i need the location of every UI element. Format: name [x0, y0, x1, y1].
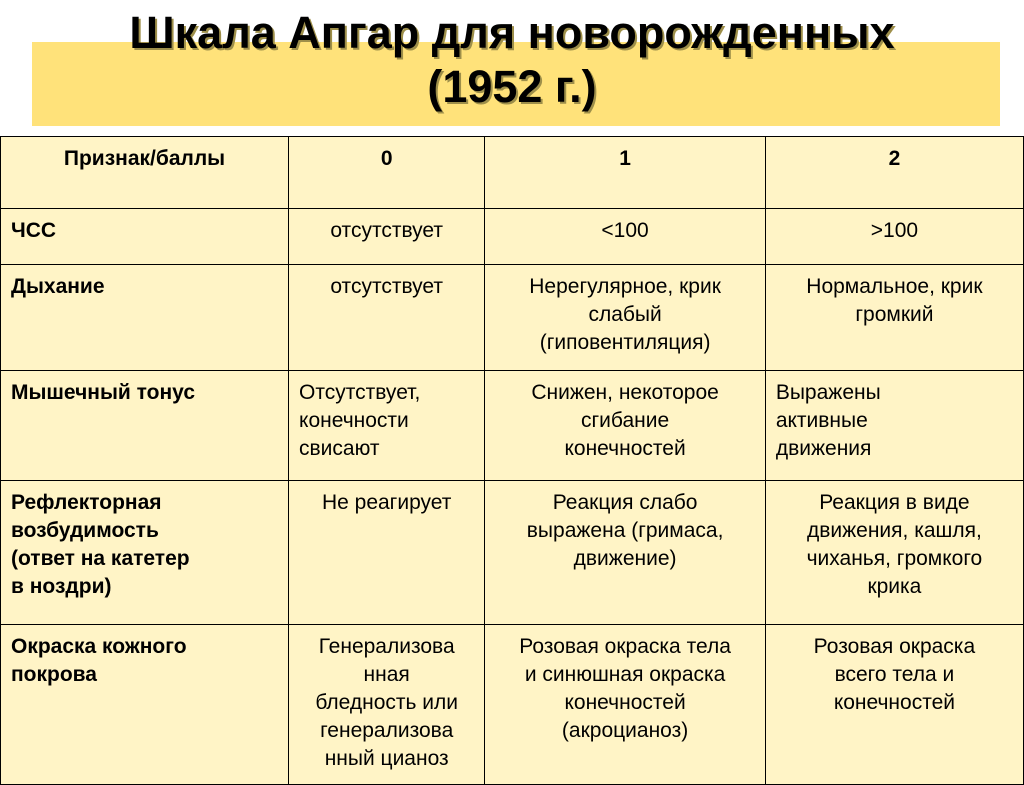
row-score-1: Нерегулярное, крик слабый (гиповентиляция): [485, 265, 765, 371]
row-score-2: Выражены активные движения: [765, 371, 1023, 481]
row-score-2: Реакция в виде движения, кашля, чиханья, громкого крика: [765, 481, 1023, 625]
table-header-row: [1, 137, 1024, 209]
header-score-1: 1: [485, 137, 765, 209]
row-score-1: Снижен, некоторое сгибание конечностей: [485, 371, 765, 481]
header-sign: Признак/баллы: [1, 137, 289, 209]
row-score-1: <100: [485, 209, 765, 265]
row-score-0: Не реагирует: [289, 481, 485, 625]
row-score-2: >100: [765, 209, 1023, 265]
slide-title: [0, 6, 1024, 114]
row-score-0: Отсутствует, конечности свисают: [289, 371, 485, 481]
row-score-2: Розовая окраска всего тела и конечностей: [765, 625, 1023, 785]
row-score-2: Нормальное, крик громкий: [765, 265, 1023, 371]
table-row: [1, 209, 1024, 265]
table-row: [1, 481, 1024, 625]
row-sign: Окраска кожного покрова: [1, 625, 289, 785]
apgar-table: [0, 136, 1024, 785]
row-sign: Рефлекторная возбудимость (ответ на катетер в ноздри): [1, 481, 289, 625]
row-score-0: отсутствует: [289, 265, 485, 371]
row-sign: ЧСС: [1, 209, 289, 265]
title-line-2: (1952 г.): [427, 61, 597, 112]
row-score-1: Реакция слабо выражена (гримаса, движение): [485, 481, 765, 625]
header-score-0: 0: [289, 137, 485, 209]
header-score-2: 2: [765, 137, 1023, 209]
table-row: [1, 265, 1024, 371]
table-row: [1, 625, 1024, 785]
row-score-1: Розовая окраска тела и синюшная окраска конечностей (акроцианоз): [485, 625, 765, 785]
row-sign: Дыхание: [1, 265, 289, 371]
row-score-0: Генерализова нная бледность или генерализова нный цианоз: [289, 625, 485, 785]
row-sign: Мышечный тонус: [1, 371, 289, 481]
title-line-1: Шкала Апгар для новорожденных: [129, 7, 895, 58]
row-score-0: отсутствует: [289, 209, 485, 265]
table-row: [1, 371, 1024, 481]
